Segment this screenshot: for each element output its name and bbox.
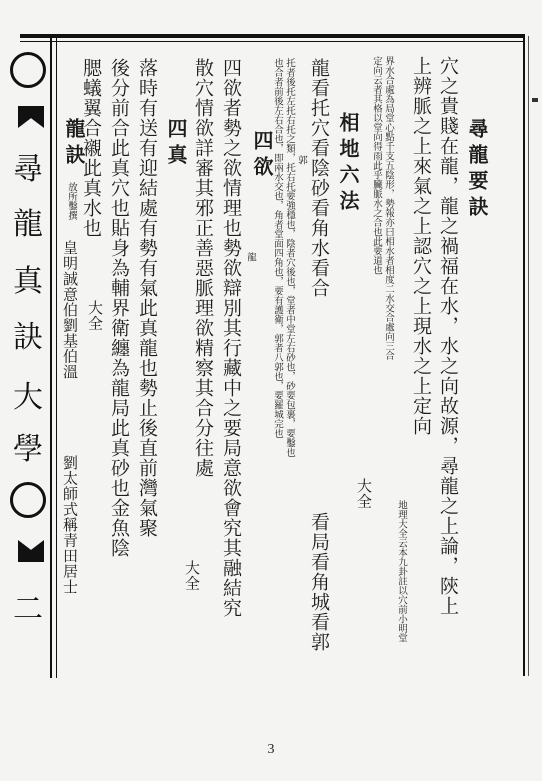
right-frame-rule [523, 36, 525, 676]
section-5-note: 放所鑿撰 [66, 182, 77, 220]
spine-circle-ornament-top [10, 52, 46, 88]
spine-circle-ornament-bottom [10, 482, 46, 518]
section-title-xunlong-yaojue: 尋龍要訣 [465, 118, 489, 222]
spine-title-char-4: 訣 [13, 320, 43, 355]
page-number: 3 [267, 742, 275, 757]
section-4-source: 大全 [86, 300, 104, 331]
section-2-line-2: 看局看角城看郭 [308, 512, 330, 652]
section-1-line-2: 上辨脈之上來氣之上認穴之上現水之上定向 [410, 56, 432, 436]
section-3-line-2: 散穴情欲詳審其邪正善惡脈理欲精察其合分往處 [192, 58, 214, 478]
spine-chapter-numeral: 二 [13, 592, 43, 627]
spine-title-char-6: 學 [13, 432, 43, 467]
section-2-line-1: 龍看托穴看陰砂看角水看合 [308, 58, 330, 298]
spine-title-char-3: 真 [13, 264, 43, 299]
section-title-si-yu: 四欲 [250, 130, 274, 182]
section-4-line-2: 後分前合此真穴也貼身為輔界衛纏為龍局此真砂也金魚陰 [108, 58, 130, 558]
spine-rule-left [50, 38, 52, 678]
top-frame-rule [20, 34, 525, 38]
book-spine-strip [0, 38, 56, 678]
spine-title-char-1: 尋 [13, 152, 43, 187]
section-3-line-1: 四欲者勢之欲情理也勢欲辯別其行藏中之要局意欲會究其融結究 [220, 58, 242, 618]
section-1-note-1: 地理大全云本九卦註以穴前小明堂 [396, 500, 407, 643]
margin-mark [532, 98, 538, 102]
spine-rule-right [56, 38, 57, 678]
right-frame-thin-rule [528, 36, 529, 676]
section-1-note-2: 界水合處為局堂心點千支五陰形，勢報亦曰相水者相度二水交合處向三合 [383, 56, 394, 360]
section-2-note-2: 也合者前後左右合也，即兩水交也，角者堂面四角也，要有護衛，郭者八郭也，要羅城完也 [272, 58, 283, 438]
section-3-source: 大全 [183, 560, 201, 591]
section-5-annotator: 劉太師式稱青田居士 [61, 455, 79, 595]
section-1-note-3: 定向云者其格以堂向得雨此乎臟脈水之合也此要道也 [371, 56, 382, 275]
section-4-line-1: 落時有送有迎結處有勢有氣此真龍也勢止後直前灣氣聚 [136, 58, 158, 538]
section-1-source: 大全 [355, 478, 373, 509]
spine-title-char-2: 龍 [13, 207, 43, 242]
section-title-xiangdi-liufa: 相地六法 [336, 112, 360, 216]
spine-title-char-5: 大 [13, 380, 43, 415]
section-title-long-jue: 龍訣 [62, 118, 86, 170]
section-4-line-3: 腮蟻翼合襯此真水也 [80, 58, 102, 238]
section-title-si-zhen: 四真 [164, 118, 188, 170]
section-2-note-1: 托者後托左托右托之類，托右托要強穩也，陰者穴後也，堂者中堂左右砂也，砂要包裹，要鑿也 [284, 58, 295, 457]
section-5-author: 皇明誠意伯劉基伯溫 [61, 240, 79, 380]
section-3-note-mark: 龍 [245, 252, 256, 262]
section-2-mark-1: 郭 [296, 155, 307, 165]
section-1-line-1: 穴之貴賤在龍，龍之禍福在水，水之向故源，尋龍之上論，陝上 [437, 56, 459, 616]
top-frame-thin-rule [20, 41, 525, 42]
